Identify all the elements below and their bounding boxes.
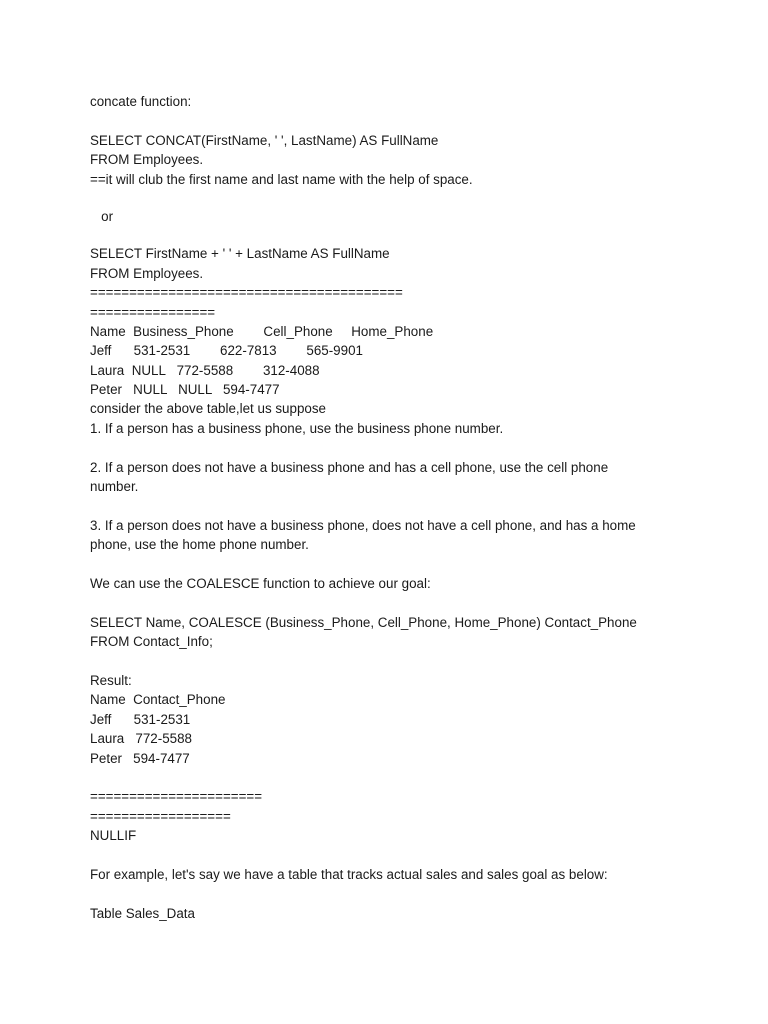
rule-1: 1. If a person has a business phone, use the business phone number. xyxy=(90,420,504,436)
concat-heading: concate function: xyxy=(90,94,192,109)
nullif-heading: NULLIF xyxy=(90,828,137,844)
rule-2: number. xyxy=(90,479,139,495)
separator: ================ xyxy=(90,304,216,320)
document-page xyxy=(90,92,690,923)
coalesce-goal: We can use the COALESCE function to achieve our goal: xyxy=(90,575,431,591)
plus-query-line: SELECT FirstName + ' ' + LastName AS FullName xyxy=(90,246,390,262)
coalesce-query-line: SELECT Name, COALESCE (Business_Phone, Cell_Phone, Home_Phone) Contact_Phone xyxy=(90,614,637,630)
concat-query-line: SELECT CONCAT(FirstName, ' ', LastName) AS FullName xyxy=(90,132,439,148)
result-table-row: Peter 594-7477 xyxy=(90,750,190,766)
result-label: Result: xyxy=(90,672,132,688)
result-table-row: Jeff 531-2531 xyxy=(90,711,191,727)
or-text: or xyxy=(90,208,114,224)
coalesce-query-line: FROM Contact_Info; xyxy=(90,634,213,650)
rule-2: 2. If a person does not have a business phone and has a cell phone, use the cell phone xyxy=(90,459,609,475)
separator: ================== xyxy=(90,808,231,824)
phone-table-row: Peter NULL NULL 594-7477 xyxy=(90,382,280,398)
result-table-header: Name Contact_Phone xyxy=(90,692,226,708)
result-table-row: Laura 772-5588 xyxy=(90,731,192,747)
phone-table-row: Laura NULL 772-5588 312-4088 xyxy=(90,362,320,378)
rule-3: 3. If a person does not have a business phone, does not have a cell phone, and has a home xyxy=(90,517,636,533)
concat-query-line: FROM Employees. xyxy=(90,152,204,168)
plus-query-line: FROM Employees. xyxy=(90,265,204,281)
concat-note: ==it will club the first name and last name with the help of space. xyxy=(90,171,473,187)
separator: ======================================== xyxy=(90,285,403,301)
phone-table-row: Jeff 531-2531 622-7813 565-9901 xyxy=(90,343,363,359)
rule-3: phone, use the home phone number. xyxy=(90,537,309,553)
phone-table-header: Name Business_Phone Cell_Phone Home_Phone xyxy=(90,323,434,339)
coalesce-intro: consider the above table,let us suppose xyxy=(90,401,326,417)
nullif-example: For example, let's say we have a table that tracks actual sales and sales goal as below: xyxy=(90,866,608,882)
separator: ====================== xyxy=(90,789,263,805)
sales-table-label: Table Sales_Data xyxy=(90,905,195,921)
